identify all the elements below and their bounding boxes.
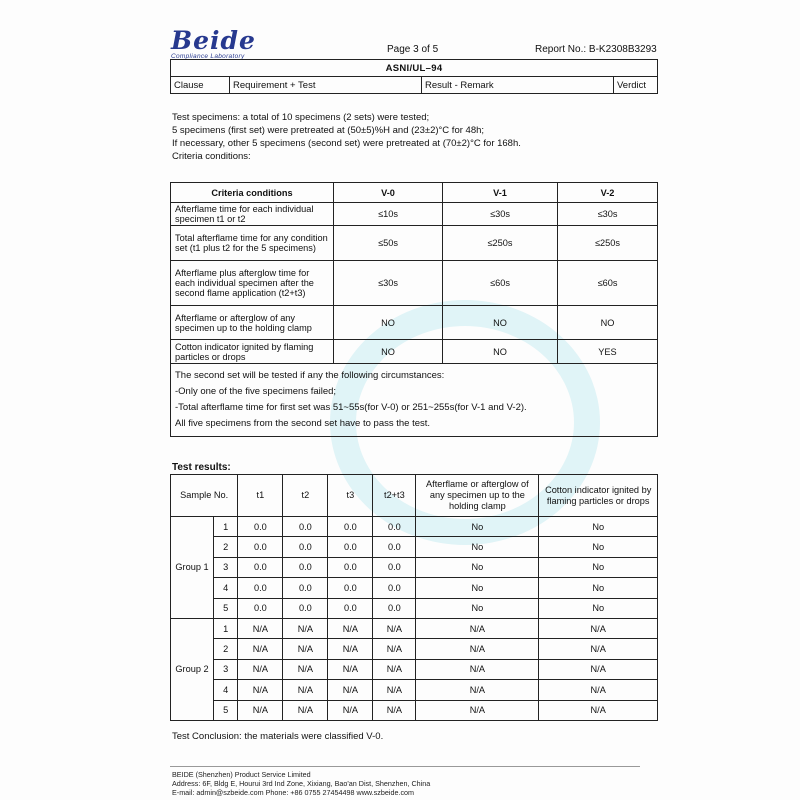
results-header-t2t3: t2+t3: [373, 475, 416, 517]
test-results-title: Test results:: [172, 462, 231, 473]
cell-t1: N/A: [238, 659, 283, 679]
table-row: [171, 598, 658, 618]
cell-t3: 0.0: [328, 557, 373, 577]
sample-number: 3: [214, 659, 238, 679]
cell-t2t3: N/A: [373, 618, 416, 638]
cell-t2t3: 0.0: [373, 557, 416, 577]
column-verdict: Verdict: [614, 77, 658, 94]
intro-line: 5 specimens (first set) were pretreated at (50±5)%H and (23±2)°C for 48h;: [172, 125, 485, 136]
cell-t2: 0.0: [283, 517, 328, 537]
cell-afterflame: N/A: [416, 680, 539, 700]
criteria-v0: ≤30s: [334, 261, 443, 306]
table-row: [171, 578, 658, 598]
table-row: [171, 639, 658, 659]
cell-afterflame: No: [416, 537, 539, 557]
cell-t3: N/A: [328, 700, 373, 720]
criteria-row: [171, 203, 658, 226]
results-header-t2: t2: [283, 475, 328, 517]
cell-t2t3: N/A: [373, 680, 416, 700]
table-row: [171, 700, 658, 720]
sample-number: 1: [214, 618, 238, 638]
cell-t2: 0.0: [283, 557, 328, 577]
criteria-v1: NO: [443, 306, 558, 340]
group-label: Group 1: [171, 517, 214, 619]
footer-divider: [170, 766, 640, 767]
criteria-condition: Afterflame time for each individual specimen t1 or t2: [171, 203, 334, 226]
cell-t2: N/A: [283, 680, 328, 700]
cell-afterflame: No: [416, 517, 539, 537]
cell-t2t3: N/A: [373, 639, 416, 659]
table-row: [171, 557, 658, 577]
cell-t1: 0.0: [238, 578, 283, 598]
criteria-table: [170, 182, 658, 437]
criteria-v2: NO: [558, 306, 658, 340]
cell-t3: N/A: [328, 659, 373, 679]
sample-number: 2: [214, 537, 238, 557]
criteria-row: [171, 226, 658, 261]
cell-cotton: No: [539, 557, 658, 577]
criteria-condition: Afterflame or afterglow of any specimen up to the holding clamp: [171, 306, 334, 340]
cell-t1: N/A: [238, 618, 283, 638]
results-body: [171, 517, 658, 721]
criteria-note-line: All five specimens from the second set have to pass the test.: [175, 418, 431, 429]
report-header-table: [170, 59, 658, 94]
criteria-v2: ≤250s: [558, 226, 658, 261]
cell-t2: 0.0: [283, 578, 328, 598]
cell-t2t3: 0.0: [373, 537, 416, 557]
criteria-v2: YES: [558, 340, 658, 364]
cell-t3: N/A: [328, 639, 373, 659]
cell-t2: 0.0: [283, 598, 328, 618]
company-logo: [171, 28, 256, 60]
cell-t2t3: 0.0: [373, 517, 416, 537]
cell-afterflame: No: [416, 598, 539, 618]
criteria-note-line: The second set will be tested if any the following circumstances:: [175, 370, 445, 381]
criteria-v1: ≤60s: [443, 261, 558, 306]
criteria-header-v0: V-0: [334, 183, 443, 203]
cell-t2: N/A: [283, 618, 328, 638]
criteria-header-conditions: Criteria conditions: [171, 183, 334, 203]
sample-number: 4: [214, 680, 238, 700]
results-header-sample: Sample No.: [171, 475, 238, 517]
footer-contact: E-mail: admin@szbeide.com Phone: +86 0755 27454498 www.szbeide.com: [172, 788, 415, 797]
cell-cotton: N/A: [539, 659, 658, 679]
cell-t2: N/A: [283, 639, 328, 659]
criteria-v0: ≤50s: [334, 226, 443, 261]
test-conclusion: Test Conclusion: the materials were classified V-0.: [172, 731, 384, 742]
cell-t1: N/A: [238, 639, 283, 659]
cell-t2: N/A: [283, 659, 328, 679]
cell-cotton: No: [539, 537, 658, 557]
results-header-t3: t3: [328, 475, 373, 517]
table-row: [171, 618, 658, 638]
criteria-note-line: -Only one of the five specimens failed;: [175, 386, 337, 397]
cell-t1: 0.0: [238, 557, 283, 577]
footer-company: BEIDE (Shenzhen) Product Service Limited: [172, 770, 311, 779]
criteria-note-line: -Total afterflame time for first set was 51~55s(for V-0) or 251~255s(for V-1 and V-2).: [175, 402, 527, 413]
table-row: [171, 537, 658, 557]
sample-number: 4: [214, 578, 238, 598]
cell-t3: N/A: [328, 680, 373, 700]
standard-title: ASNI/UL–94: [171, 60, 658, 77]
cell-cotton: No: [539, 578, 658, 598]
criteria-header-v1: V-1: [443, 183, 558, 203]
cell-cotton: No: [539, 517, 658, 537]
sample-number: 5: [214, 700, 238, 720]
group-label: Group 2: [171, 618, 214, 720]
cell-afterflame: N/A: [416, 618, 539, 638]
criteria-v2: ≤30s: [558, 203, 658, 226]
cell-t3: 0.0: [328, 517, 373, 537]
test-results-table: [170, 474, 658, 721]
criteria-condition: Total afterflame time for any condition set (t1 plus t2 for the 5 specimens): [171, 226, 334, 261]
criteria-notes: [171, 364, 658, 437]
sample-number: 1: [214, 517, 238, 537]
cell-t2t3: N/A: [373, 700, 416, 720]
sample-number: 2: [214, 639, 238, 659]
cell-t3: N/A: [328, 618, 373, 638]
cell-t2: 0.0: [283, 537, 328, 557]
cell-afterflame: N/A: [416, 700, 539, 720]
report-number: Report No.: B-K2308B3293: [535, 44, 657, 55]
results-header-cotton: Cotton indicator ignited by flaming particles or drops: [539, 475, 658, 517]
criteria-header-v2: V-2: [558, 183, 658, 203]
cell-afterflame: No: [416, 578, 539, 598]
criteria-v1: ≤30s: [443, 203, 558, 226]
criteria-condition: Afterflame plus afterglow time for each individual specimen after the second flame application (t2+t3): [171, 261, 334, 306]
table-row: [171, 659, 658, 679]
cell-t1: 0.0: [238, 517, 283, 537]
cell-afterflame: N/A: [416, 659, 539, 679]
column-requirement: Requirement + Test: [230, 77, 422, 94]
criteria-row: [171, 340, 658, 364]
sample-number: 3: [214, 557, 238, 577]
cell-cotton: N/A: [539, 700, 658, 720]
cell-t1: N/A: [238, 680, 283, 700]
cell-t2t3: 0.0: [373, 598, 416, 618]
criteria-v0: NO: [334, 306, 443, 340]
results-header-afterflame: Afterflame or afterglow of any specimen up to the holding clamp: [416, 475, 539, 517]
page-number: Page 3 of 5: [387, 44, 439, 55]
cell-t3: 0.0: [328, 578, 373, 598]
cell-afterflame: No: [416, 557, 539, 577]
cell-t2t3: N/A: [373, 659, 416, 679]
criteria-v0: NO: [334, 340, 443, 364]
results-header-t1: t1: [238, 475, 283, 517]
cell-t1: N/A: [238, 700, 283, 720]
criteria-v1: NO: [443, 340, 558, 364]
intro-text: [172, 111, 521, 163]
cell-t3: 0.0: [328, 537, 373, 557]
intro-line: Test specimens: a total of 10 specimens (2 sets) were tested;: [172, 112, 430, 123]
logo-wordmark: Beide: [171, 26, 256, 55]
criteria-v0: ≤10s: [334, 203, 443, 226]
table-row: [171, 517, 658, 537]
table-row: [171, 680, 658, 700]
cell-t3: 0.0: [328, 598, 373, 618]
footer-address: Address: 6F, Bldg E, Hourui 3rd Ind Zone, Xixiang, Bao'an Dist, Shenzhen, China: [172, 779, 431, 788]
footer: [172, 770, 430, 797]
criteria-row: [171, 306, 658, 340]
cell-t2: N/A: [283, 700, 328, 720]
criteria-v2: ≤60s: [558, 261, 658, 306]
sample-number: 5: [214, 598, 238, 618]
criteria-condition: Cotton indicator ignited by flaming particles or drops: [171, 340, 334, 364]
cell-cotton: No: [539, 598, 658, 618]
cell-t1: 0.0: [238, 537, 283, 557]
cell-t1: 0.0: [238, 598, 283, 618]
intro-line: If necessary, other 5 specimens (second set) were pretreated at (70±2)°C for 168h.: [172, 138, 521, 149]
column-result: Result - Remark: [422, 77, 614, 94]
criteria-v1: ≤250s: [443, 226, 558, 261]
cell-cotton: N/A: [539, 618, 658, 638]
cell-afterflame: N/A: [416, 639, 539, 659]
intro-line: Criteria conditions:: [172, 151, 251, 162]
cell-t2t3: 0.0: [373, 578, 416, 598]
criteria-row: [171, 261, 658, 306]
column-clause: Clause: [171, 77, 230, 94]
logo-subtitle: Compliance Laboratory: [171, 53, 245, 60]
cell-cotton: N/A: [539, 639, 658, 659]
cell-cotton: N/A: [539, 680, 658, 700]
